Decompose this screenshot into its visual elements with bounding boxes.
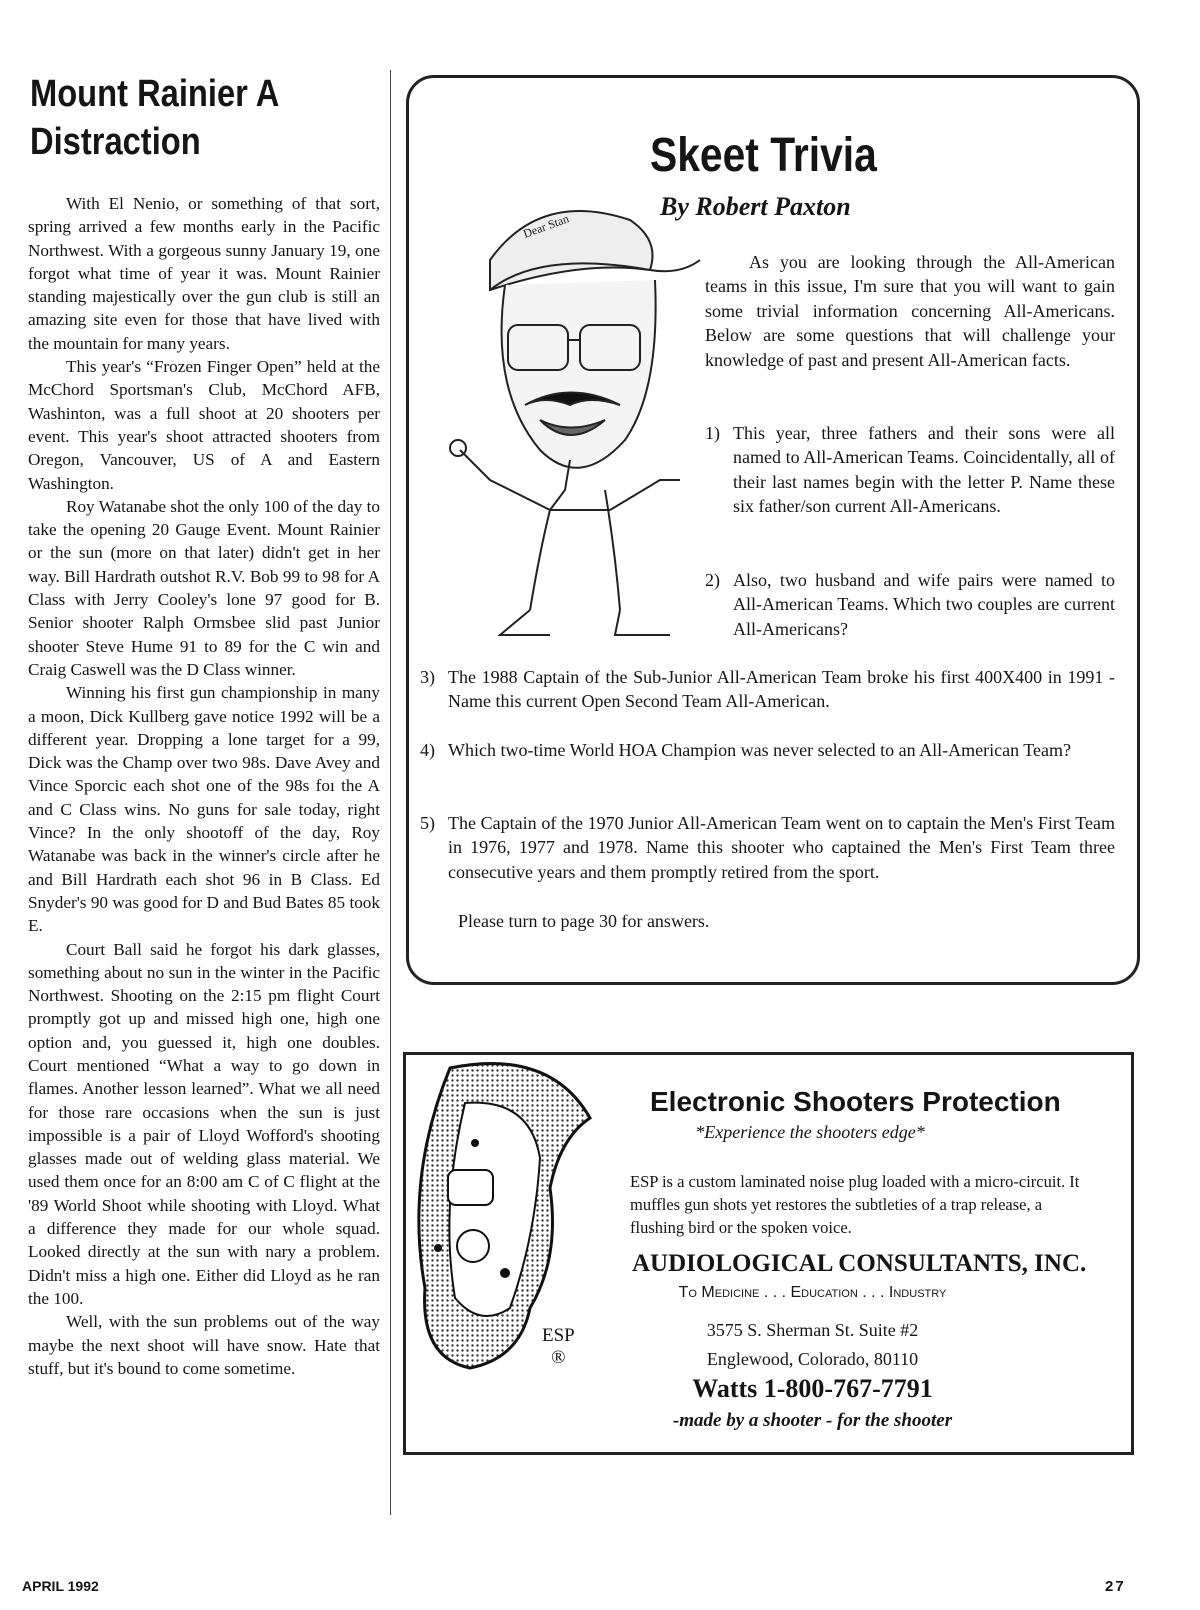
article-paragraph: Well, with the sun problems out of the way maybe the next shoot will have snow. Hate that stuff, but it's bound to come sometime. (28, 1312, 380, 1378)
trivia-intro: As you are looking through the All-American teams in this issue, I'm sure that you will want to gain some trivial information concerning All-Americans. Below are some questions that will challenge your knowledge of past and present All-American facts. (705, 252, 1115, 370)
trivia-question (420, 811, 1115, 884)
question-text: Also, two husband and wife pairs were named to All-American Teams. Which two couples are current All-Americans? (733, 570, 1115, 639)
trivia-title: Skeet Trivia (650, 129, 877, 182)
ad-slogan: -made by a shooter - for the shooter (672, 1410, 953, 1431)
trivia-question (705, 421, 1115, 519)
question-number: 3) (420, 667, 435, 687)
esp-logo (542, 1325, 575, 1369)
ad-sectors: To Medicine . . . Education . . . Industry (678, 1284, 947, 1301)
article-paragraph: Roy Watanabe shot the only 100 of the day to take the opening 20 Gauge Event. Mount Rainier or the sun (more on that later) didn't get in her way. Bill Hardrath outshot R.V. Bob 99 to 98 for A Class with Jerry Cooley's lone 97 good for B. Senior shooter Ralph Ormsbee slid past Junior shooter Steve Hume 91 to 89 for the C win and Craig Caswell was the D Class winner. (28, 496, 380, 679)
question-number: 2) (705, 570, 720, 590)
page-number: 27 (1105, 1578, 1126, 1595)
ad-address-line2: Englewood, Colorado, 80110 (706, 1349, 919, 1369)
ad-phone: Watts 1-800-767-7791 (692, 1374, 933, 1403)
question-text: The Captain of the 1970 Junior All-American Team went on to captain the Men's First Team in 1976, 1977 and 1978. Name this shooter who captained the Men's First Team three consecutive years and them promptly retired from the sport. (448, 813, 1115, 882)
question-number: 5) (420, 813, 435, 833)
article-paragraph: Winning his first gun championship in many a moon, Dick Kullberg gave notice 1992 will be a different year. Dropping a lone target for a 99, Dick was the Champ over two 98s. Dave Avey and Vince Sporcic each shot one of the 98s foı the A and C Class wins. No guns for sale today, right Vince? In the only shootoff of the day, Roy Watanabe was back in the winner's circle after he and Bill Hardrath each shot 96 in B Class. Ed Snyder's 90 was good for D and Bud Bates 85 took E. (28, 683, 380, 936)
registered-mark: ® (551, 1347, 566, 1368)
caricature-illustration (430, 190, 710, 650)
ad-title: Electronic Shooters Protection (650, 1086, 1061, 1117)
esp-logo-text: ESP (542, 1325, 575, 1346)
question-number: 4) (420, 740, 435, 760)
ad-company: AUDIOLOGICAL CONSULTANTS, INC. (632, 1250, 1087, 1277)
question-text: Which two-time World HOA Champion was never selected to an All-American Team? (448, 740, 1071, 760)
ad-address-line1: 3575 S. Sherman St. Suite #2 (706, 1320, 919, 1340)
ad-body: ESP is a custom laminated noise plug loaded with a micro-circuit. It muffles gun shots yet restores the subtleties of a trap release, a flushing bird or the spoken voice. (630, 1172, 1080, 1237)
article-paragraph: With El Nenio, or something of that sort, spring arrived a few months early in the Pacific Northwest. With a gorgeous sunny January 19, one forgot what time of year it was. Mount Rainier standing majestically over the gun club is still an amazing site even for those that have lived with the mountain for many years. (28, 194, 380, 353)
question-number: 1) (705, 423, 720, 443)
article-title: Mount Rainier A Distraction (30, 73, 279, 163)
article-paragraph: Court Ball said he forgot his dark glasses, something about no sun in the winter in the Pacific Northwest. Shooting on the 2:15 pm flight Court promptly got up and missed high one, high one option and, you guessed it, high one doubles. Court mentioned “What a way to go down in flames. Another lesson learned”. What we all need for those rare occasions when the sun is just impossible is a pair of Lloyd Wofford's shooting glasses made out of welding glass material. We used them once for an 8:00 am C of C flight at the '89 World Shoot while shooting with Lloyd. What a difference they made for our whole squad. Looked directly at the sun with nary a problem. Didn't miss a high one. Either did Lloyd as he ran the 100. (28, 939, 380, 1308)
trivia-question (420, 665, 1115, 714)
answers-note: Please turn to page 30 for answers. (458, 911, 710, 931)
article-body (28, 192, 380, 1380)
question-text: The 1988 Captain of the Sub-Junior All-American Team broke his first 400X400 in 1991 - Name this current Open Second Team All-American. (448, 667, 1115, 712)
trivia-question (420, 738, 1115, 762)
ad-tagline: *Experience the shooters edge* (695, 1122, 925, 1142)
article-paragraph: This year's “Frozen Finger Open” held at the McChord Sportsman's Club, McChord AFB, Washinton, was a full shoot at 20 shooters per event. This year's shoot attracted shooters from Oregon, Vancouver, US of A and Eastern Washington. (28, 357, 380, 493)
question-text: This year, three fathers and their sons were all named to All-American Teams. Coincidentally, all of their last names begin with the letter P. Name these six father/son current All-Americans. (733, 423, 1115, 517)
trivia-byline: By Robert Paxton (660, 192, 851, 221)
issue-date: APRIL 1992 (22, 1578, 99, 1594)
cap-lettering: Dear Stan (521, 211, 571, 241)
column-divider (390, 70, 391, 1515)
trivia-question (705, 568, 1115, 641)
